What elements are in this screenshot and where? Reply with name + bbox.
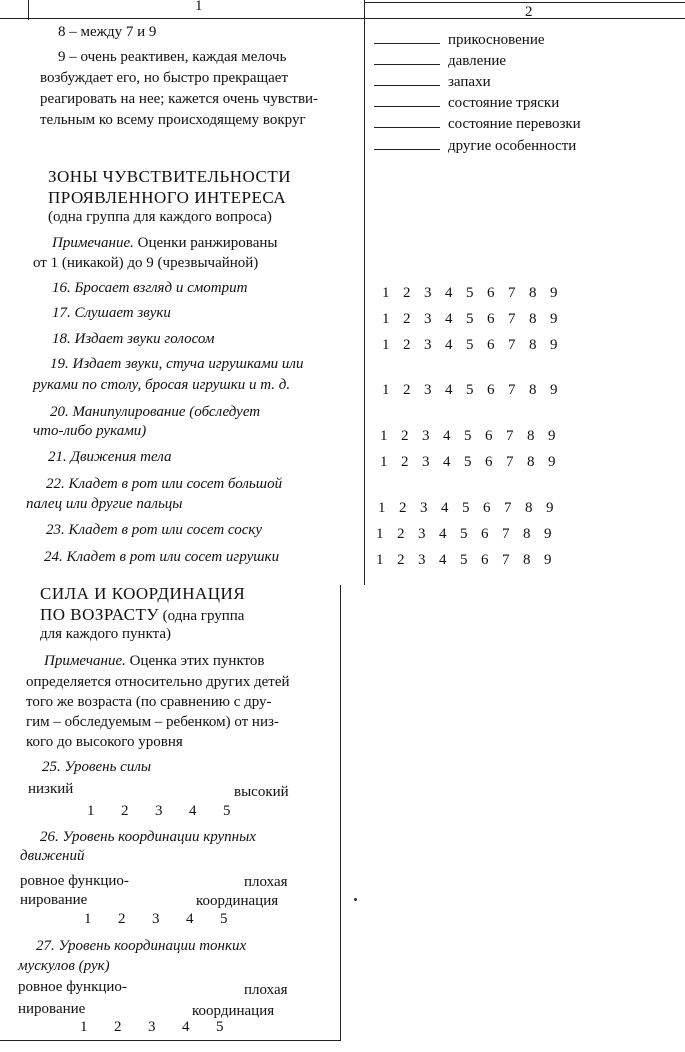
note-strength-line-5: кого до высокого уровня bbox=[26, 734, 183, 750]
rating-scale-21: 1 2 3 4 5 6 7 8 9 bbox=[380, 454, 556, 470]
rating-9-line-3: реагировать на нее; кажется очень чувстви- bbox=[40, 91, 319, 107]
item-27-title-line-1: 27. Уровень координации тонких bbox=[36, 938, 247, 954]
sensory-item: состояние перевозки bbox=[374, 114, 581, 134]
rating-scale-18: 1 2 3 4 5 6 7 8 9 bbox=[382, 337, 558, 353]
blank-line bbox=[374, 52, 440, 65]
question-22-line-1: 22. Кладет в рот или сосет большой bbox=[46, 476, 283, 492]
item-27-left-label-1: ровное функцио- bbox=[18, 979, 127, 995]
rating-scale-16: 1 2 3 4 5 6 7 8 9 bbox=[382, 285, 558, 301]
note-interest: Примечание. Оценки ранжированы bbox=[52, 235, 278, 251]
section-title-interest-1: ЗОНЫ ЧУВСТВИТЕЛЬНОСТИ bbox=[48, 167, 292, 186]
item-27-right-label-1: плохая bbox=[244, 982, 288, 998]
rating-scale-23: 1 2 3 4 5 6 7 8 9 bbox=[376, 526, 552, 542]
question-20-line-1: 20. Манипулирование (обследует bbox=[50, 404, 261, 420]
item-26-right-label-2: координация bbox=[196, 893, 279, 909]
rating-9-line-2: возбуждает его, но быстро прекращает bbox=[40, 70, 289, 86]
section-subtitle-interest: (одна группа для каждого вопроса) bbox=[48, 209, 272, 225]
question-24: 24. Кладет в рот или сосет игрушки bbox=[44, 549, 280, 565]
question-19-line-1: 19. Издает звуки, стуча игрушками или bbox=[50, 356, 304, 372]
item-25-high-label: высокий bbox=[234, 784, 289, 800]
item-27-left-label-2: нирование bbox=[18, 1001, 86, 1017]
scan-speck bbox=[354, 898, 357, 901]
item-25-low-label: низкий bbox=[28, 781, 74, 797]
item-26-title-line-1: 26. Уровень координации крупных bbox=[40, 829, 256, 845]
rating-scale-20: 1 2 3 4 5 6 7 8 9 bbox=[380, 428, 556, 444]
question-22-line-2: палец или другие пальцы bbox=[26, 496, 183, 512]
column-header-1: 1 bbox=[195, 0, 203, 14]
rating-9-line-4: тельным ко всему происходящему вокруг bbox=[40, 112, 306, 128]
question-20-line-2: что-либо руками) bbox=[33, 423, 147, 439]
section-subtitle-strength: для каждого пункта) bbox=[40, 626, 172, 642]
item-25-title: 25. Уровень силы bbox=[42, 759, 152, 775]
section-title-strength-1: СИЛА И КООРДИНАЦИЯ bbox=[40, 584, 246, 603]
rating-scale-25: 1 2 3 4 5 bbox=[87, 803, 231, 819]
item-27-right-label-2: координация bbox=[192, 1003, 275, 1019]
rating-scale-19: 1 2 3 4 5 6 7 8 9 bbox=[382, 382, 558, 398]
blank-line bbox=[374, 94, 440, 107]
note-strength-line-4: гим – обследуемым – ребенком) от низ- bbox=[26, 714, 279, 730]
bottom-rule bbox=[0, 1040, 341, 1041]
column-header-2: 2 bbox=[525, 4, 533, 20]
note-interest-line-2: от 1 (никакой) до 9 (чрезвычайной) bbox=[33, 255, 259, 271]
sensory-item: запахи bbox=[374, 72, 491, 92]
item-27-title-line-2: мускулов (рук) bbox=[18, 958, 110, 974]
question-18: 18. Издает звуки голосом bbox=[52, 331, 215, 347]
question-17: 17. Слушает звуки bbox=[52, 305, 171, 321]
item-26-left-label-1: ровное функцио- bbox=[20, 873, 129, 889]
item-26-left-label-2: нирование bbox=[20, 892, 88, 908]
header-top-rule bbox=[365, 2, 685, 3]
blank-line bbox=[374, 73, 440, 86]
rating-scale-17: 1 2 3 4 5 6 7 8 9 bbox=[382, 311, 558, 327]
section-title-interest-2: ПРОЯВЛЕННОГО ИНТЕРЕСА bbox=[48, 188, 287, 207]
item-26-title-line-2: движений bbox=[20, 848, 85, 864]
header-bottom-rule bbox=[0, 18, 685, 19]
question-21: 21. Движения тела bbox=[48, 449, 172, 465]
note-strength-line-2: определяется относительно других детей bbox=[26, 674, 290, 690]
left-border bbox=[28, 0, 29, 20]
sensory-item: прикосновение bbox=[374, 30, 545, 50]
blank-line bbox=[374, 31, 440, 44]
sensory-item: другие особенности bbox=[374, 136, 576, 156]
blank-line bbox=[374, 137, 440, 150]
sensory-item: состояние тряски bbox=[374, 93, 559, 113]
question-23: 23. Кладет в рот или сосет соску bbox=[46, 522, 263, 538]
item-26-right-label-1: плохая bbox=[244, 874, 288, 890]
column-divider-lower bbox=[340, 585, 341, 1040]
sensory-item: давление bbox=[374, 51, 506, 71]
rating-8-line: 8 – между 7 и 9 bbox=[58, 24, 157, 40]
column-divider bbox=[364, 0, 365, 585]
note-strength-line-3: того же возраста (по сравнению с дру- bbox=[26, 694, 272, 710]
rating-9-line-1: 9 – очень реактивен, каждая мелочь bbox=[58, 49, 287, 65]
rating-scale-26: 1 2 3 4 5 bbox=[84, 911, 228, 927]
question-19-line-2: руками по столу, бросая игрушки и т. д. bbox=[33, 377, 291, 393]
section-title-strength-2: ПО ВОЗРАСТУ (одна группа bbox=[40, 605, 245, 624]
rating-scale-27: 1 2 3 4 5 bbox=[80, 1019, 224, 1035]
blank-line bbox=[374, 115, 440, 128]
question-16: 16. Бросает взгляд и смотрит bbox=[52, 280, 248, 296]
rating-scale-24: 1 2 3 4 5 6 7 8 9 bbox=[376, 552, 552, 568]
rating-scale-22: 1 2 3 4 5 6 7 8 9 bbox=[378, 500, 554, 516]
note-strength: Примечание. Оценка этих пунктов bbox=[44, 653, 265, 669]
